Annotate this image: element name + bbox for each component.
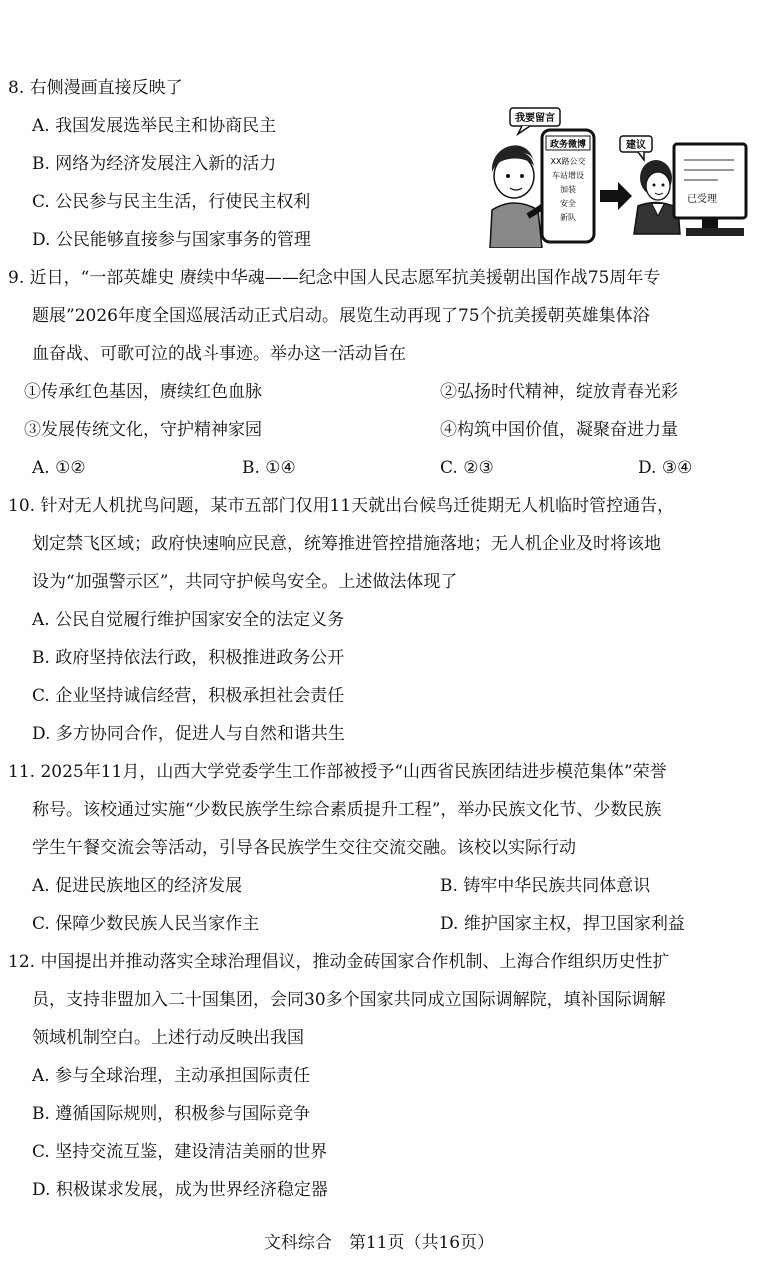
q12-stem-line1: 12. 中国提出并推动落实全球治理倡议，推动金砖国家合作机制、上海合作组织历史性扩 — [8, 952, 670, 972]
q10-option-b: B. 政府坚持依法行政，积极推进政务公开 — [32, 648, 345, 668]
q9-stem-line2: 题展”2026年度全国巡展活动正式启动。展览生动再现了75个抗美援朝英雄集体浴 — [32, 306, 650, 326]
page-footer: 文科综合 第11页（共16页） — [263, 1233, 495, 1253]
q8-option-c: C. 公民参与民主生活，行使民主权利 — [32, 192, 311, 212]
svg-text:XX路公交: XX路公交 — [550, 157, 586, 166]
q9-statement-2: ②弘扬时代精神，绽放青春光彩 — [440, 382, 678, 402]
q8-option-a: A. 我国发展选举民主和协商民主 — [32, 116, 277, 136]
q12-stem-line3: 领域机制空白。上述行动反映出我国 — [32, 1028, 304, 1048]
monitor-icon — [674, 144, 746, 236]
q11-option-a: A. 促进民族地区的经济发展 — [32, 876, 243, 896]
q8-option-d: D. 公民能够直接参与国家事务的管理 — [32, 230, 311, 250]
q12-option-c: C. 坚持交流互鉴，建设清洁美丽的世界 — [32, 1142, 328, 1162]
comic-bubble-right: 建议 — [626, 140, 646, 151]
q12-stem-line2: 员，支持非盟加入二十国集团，会同30多个国家共同成立国际调解院，填补国际调解 — [32, 990, 666, 1010]
q10-option-d: D. 多方协同合作，促进人与自然和谐共生 — [32, 724, 345, 744]
q11-stem-line2: 称号。该校通过实施“少数民族学生综合素质提升工程”，举办民族文化节、少数民族 — [32, 800, 662, 820]
q9-stem-line1: 9. 近日，“一部英雄史 赓续中华魂——纪念中国人民志愿军抗美援朝出国作战75周年专 — [8, 268, 661, 288]
comic-illustration — [488, 104, 750, 248]
q9-stem-line3: 血奋战、可歌可泣的战斗事迹。举办这一活动旨在 — [32, 344, 406, 364]
phone-icon — [542, 130, 594, 242]
q10-option-a: A. 公民自觉履行维护国家安全的法定义务 — [32, 610, 345, 630]
svg-text:车站增设: 车站增设 — [552, 171, 584, 180]
svg-text:加装: 加装 — [560, 185, 576, 194]
q9-statement-3: ③发展传统文化，守护精神家园 — [24, 420, 262, 440]
q11-option-b: B. 铸牢中华民族共同体意识 — [440, 876, 651, 896]
svg-text:新队: 新队 — [560, 213, 576, 222]
q9-statement-4: ④构筑中国价值，凝聚奋进力量 — [440, 420, 678, 440]
arrow-right-icon — [600, 182, 632, 210]
q11-option-c: C. 保障少数民族人民当家作主 — [32, 914, 260, 934]
q9-answer-b: B. ①④ — [242, 458, 296, 478]
q11-stem-line3: 学生午餐交流会等活动，引导各民族学生交往交流交融。该校以实际行动 — [32, 838, 576, 858]
q9-answer-d: D. ③④ — [638, 458, 693, 478]
q8-stem: 8. 右侧漫画直接反映了 — [8, 78, 183, 98]
q12-option-b: B. 遵循国际规则，积极参与国际竞争 — [32, 1104, 311, 1124]
q10-option-c: C. 企业坚持诚信经营，积极承担社会责任 — [32, 686, 345, 706]
q9-statement-1: ①传承红色基因，赓续红色血脉 — [24, 382, 262, 402]
comic-bubble-left: 我要留言 — [515, 113, 555, 124]
q8-option-b: B. 网络为经济发展注入新的活力 — [32, 154, 277, 174]
q10-stem-line1: 10. 针对无人机扰鸟问题，某市五部门仅用11天就出台候鸟迁徙期无人机临时管控通告， — [8, 496, 675, 516]
q12-option-d: D. 积极谋求发展，成为世界经济稳定器 — [32, 1180, 328, 1200]
q10-stem-line3: 设为“加强警示区”，共同守护候鸟安全。上述做法体现了 — [32, 572, 458, 592]
q11-option-d: D. 维护国家主权，捍卫国家利益 — [440, 914, 685, 934]
phone-header: 政务微博 — [549, 140, 587, 150]
q9-answer-a: A. ①② — [32, 458, 86, 478]
q11-stem-line1: 11. 2025年11月，山西大学党委学生工作部被授予“山西省民族团结进步模范集体”荣誉 — [8, 762, 667, 782]
q10-stem-line2: 划定禁飞区域；政府快速响应民意，统筹推进管控措施落地；无人机企业及时将该地 — [32, 534, 661, 554]
q12-option-a: A. 参与全球治理，主动承担国际责任 — [32, 1066, 311, 1086]
svg-text:安全: 安全 — [560, 199, 576, 208]
q9-answer-c: C. ②③ — [440, 458, 494, 478]
comic-stamp: 已受理 — [687, 194, 717, 205]
